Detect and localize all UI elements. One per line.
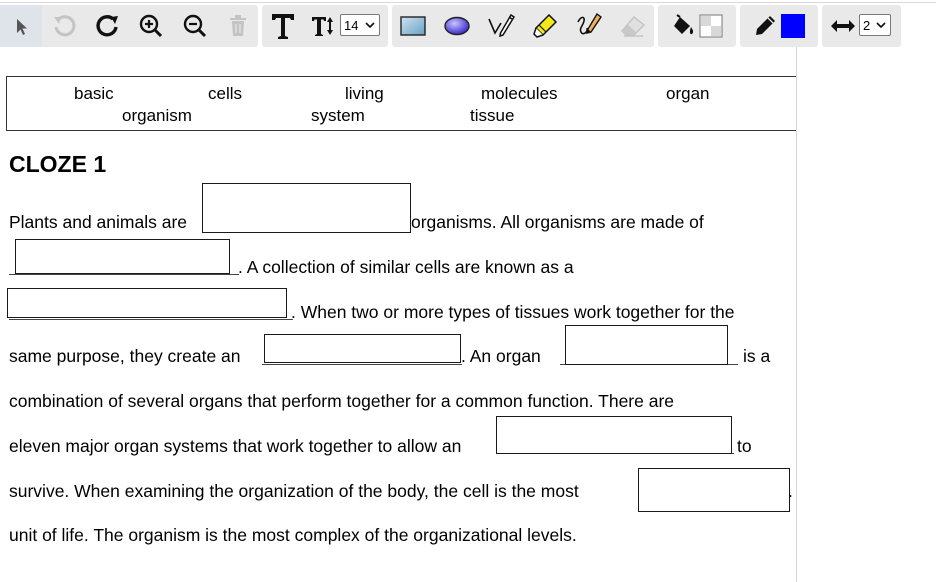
- blank-underline: [9, 319, 293, 320]
- pen-tool-button[interactable]: [480, 5, 522, 47]
- cloze-text: survive. When examining the organization of the body, the cell is the most: [9, 481, 579, 501]
- ellipse-tool-button[interactable]: [436, 5, 478, 47]
- worksheet-page: [0, 47, 797, 582]
- text-size-button[interactable]: [304, 5, 342, 47]
- cloze-text: combination of several organs that perform together for a common function. There are: [9, 391, 675, 411]
- fill-tool-button[interactable]: [660, 5, 734, 47]
- freehand-icon: [575, 12, 603, 40]
- toolbar-group-draw: [392, 5, 654, 47]
- chevron-down-icon: [876, 19, 886, 34]
- zoom-out-icon: [182, 13, 208, 39]
- zoom-in-button[interactable]: [130, 5, 172, 47]
- text-icon: [270, 12, 296, 40]
- eraser-tool-button[interactable]: [612, 5, 654, 47]
- toolbar-group-text: [262, 5, 388, 47]
- fill-color-swatch[interactable]: [699, 14, 723, 38]
- cloze-text: .: [788, 481, 793, 501]
- line-width-button[interactable]: [824, 5, 862, 47]
- zoom-out-button[interactable]: [174, 5, 216, 47]
- answer-blank-2[interactable]: [15, 239, 230, 274]
- font-size-select[interactable]: [340, 14, 380, 36]
- toolbar: [0, 5, 936, 47]
- top-border: [0, 2, 936, 3]
- word-bank-word: living: [345, 84, 384, 103]
- cloze-text: eleven major organ systems that work together to allow an: [9, 436, 462, 456]
- word-bank-word: system: [311, 106, 365, 125]
- text-size-icon: [310, 13, 336, 39]
- cloze-text: unit of life. The organism is the most complex of the organizational levels.: [9, 525, 577, 545]
- trash-icon: [228, 14, 248, 38]
- select-tool-button[interactable]: [0, 5, 42, 47]
- pen-icon: [487, 13, 515, 39]
- undo-icon: [51, 13, 77, 39]
- answer-blank-4[interactable]: [264, 334, 461, 363]
- redo-icon: [95, 13, 121, 39]
- fill-bucket-icon: [671, 14, 695, 38]
- toolbar-group-edit: [0, 5, 258, 47]
- blank-underline: [262, 364, 462, 365]
- answer-blank-6[interactable]: [496, 416, 732, 454]
- freehand-tool-button[interactable]: [568, 5, 610, 47]
- cloze-text: organisms. All organisms are made of: [411, 212, 704, 232]
- chevron-down-icon: [365, 19, 375, 34]
- blank-underline: [9, 274, 239, 275]
- line-width-select[interactable]: [859, 14, 891, 36]
- stroke-color-swatch[interactable]: [781, 14, 805, 38]
- rectangle-tool-button[interactable]: [392, 5, 434, 47]
- answer-blank-5[interactable]: [565, 325, 728, 365]
- text-tool-button[interactable]: [262, 5, 304, 47]
- double-arrow-icon: [830, 18, 856, 34]
- cloze-text: same purpose, they create an: [9, 346, 241, 366]
- cloze-text: . A collection of similar cells are known as a: [238, 257, 574, 277]
- cloze-text: Plants and animals are: [9, 212, 188, 232]
- cloze-title: CLOZE 1: [9, 151, 107, 177]
- line-width-value: 2: [863, 17, 871, 33]
- word-bank-word: molecules: [481, 84, 558, 103]
- cloze-text: is a: [743, 346, 771, 366]
- toolbar-group-stroke: [740, 5, 818, 47]
- answer-blank-3[interactable]: [7, 288, 287, 318]
- word-bank-word: tissue: [470, 106, 515, 125]
- rectangle-icon: [399, 15, 427, 37]
- zoom-in-icon: [138, 13, 164, 39]
- answer-blank-7[interactable]: [638, 468, 790, 512]
- cursor-arrow-icon: [13, 16, 29, 36]
- redo-button[interactable]: [87, 5, 129, 47]
- toolbar-group-fill: [658, 5, 736, 47]
- pencil-icon: [753, 14, 777, 38]
- cloze-text: . When two or more types of tissues work together for the: [291, 302, 735, 322]
- word-bank-word: organism: [122, 106, 192, 125]
- delete-button[interactable]: [217, 5, 259, 47]
- word-bank-word: cells: [208, 84, 243, 103]
- undo-button[interactable]: [43, 5, 85, 47]
- eraser-icon: [619, 14, 647, 38]
- word-bank: [6, 76, 796, 131]
- stroke-tool-button[interactable]: [742, 5, 816, 47]
- toolbar-group-line-width: [822, 5, 901, 47]
- cloze-text: . An organ: [461, 346, 541, 366]
- word-bank-word: basic: [74, 84, 114, 103]
- font-size-value: 14: [344, 17, 359, 33]
- ellipse-icon: [443, 15, 471, 37]
- answer-blank-1[interactable]: [202, 183, 411, 233]
- highlighter-tool-button[interactable]: [524, 5, 566, 47]
- cloze-text: to: [737, 436, 752, 456]
- highlighter-icon: [531, 13, 559, 39]
- word-bank-word: organ: [666, 84, 710, 103]
